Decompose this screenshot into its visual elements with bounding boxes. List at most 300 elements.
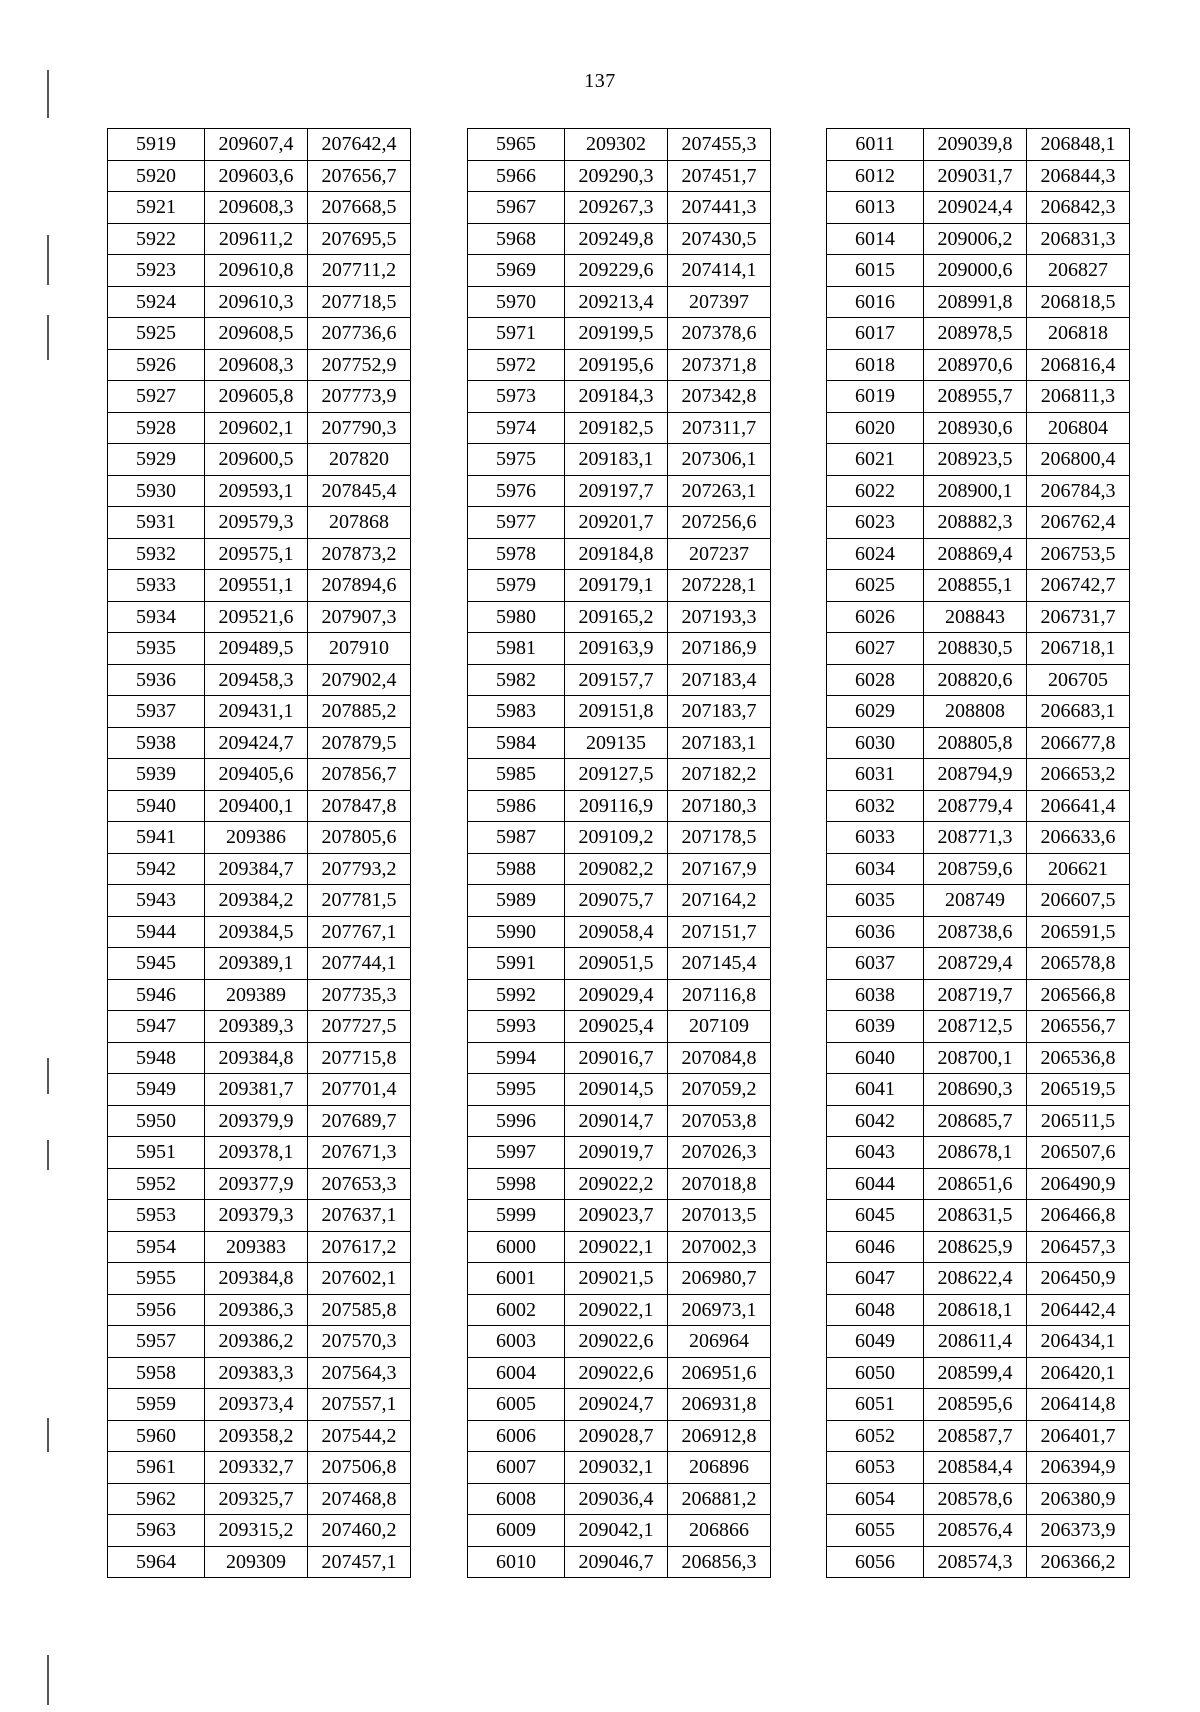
x-coordinate-cell: 209384,8 — [205, 1263, 308, 1295]
x-coordinate-cell: 208794,9 — [924, 759, 1027, 791]
table-row — [468, 853, 771, 885]
point-number-cell: 6003 — [468, 1326, 565, 1358]
table-row — [108, 255, 411, 287]
y-coordinate-cell: 207430,5 — [668, 223, 771, 255]
point-number-cell: 5975 — [468, 444, 565, 476]
x-coordinate-cell: 209022,2 — [565, 1168, 668, 1200]
point-number-cell: 5999 — [468, 1200, 565, 1232]
x-coordinate-cell: 209024,4 — [924, 192, 1027, 224]
y-coordinate-cell: 206519,5 — [1027, 1074, 1130, 1106]
x-coordinate-cell: 209309 — [205, 1546, 308, 1578]
point-number-cell: 6044 — [827, 1168, 924, 1200]
table-row — [468, 1452, 771, 1484]
x-coordinate-cell: 209405,6 — [205, 759, 308, 791]
y-coordinate-cell: 207653,3 — [308, 1168, 411, 1200]
table-row — [108, 1357, 411, 1389]
x-coordinate-cell: 209042,1 — [565, 1515, 668, 1547]
y-coordinate-cell: 207506,8 — [308, 1452, 411, 1484]
table-row — [468, 727, 771, 759]
table-row — [827, 129, 1130, 161]
table-row — [827, 664, 1130, 696]
point-number-cell: 6034 — [827, 853, 924, 885]
table-row — [827, 318, 1130, 350]
table-row — [468, 286, 771, 318]
y-coordinate-cell: 207116,8 — [668, 979, 771, 1011]
y-coordinate-cell: 206401,7 — [1027, 1420, 1130, 1452]
table-row — [827, 822, 1130, 854]
table-row — [468, 1011, 771, 1043]
y-coordinate-cell: 206511,5 — [1027, 1105, 1130, 1137]
point-number-cell: 5935 — [108, 633, 205, 665]
table-row — [468, 318, 771, 350]
x-coordinate-cell: 209605,8 — [205, 381, 308, 413]
table-row — [827, 1074, 1130, 1106]
point-number-cell: 6053 — [827, 1452, 924, 1484]
x-coordinate-cell: 209213,4 — [565, 286, 668, 318]
point-number-cell: 5919 — [108, 129, 205, 161]
x-coordinate-cell: 209400,1 — [205, 790, 308, 822]
scan-artifact-line — [47, 1655, 49, 1705]
table-row — [108, 1452, 411, 1484]
table-row — [827, 475, 1130, 507]
point-number-cell: 6054 — [827, 1483, 924, 1515]
scan-artifact-line — [47, 315, 49, 360]
y-coordinate-cell: 206804 — [1027, 412, 1130, 444]
table-row — [108, 1546, 411, 1578]
x-coordinate-cell: 209424,7 — [205, 727, 308, 759]
y-coordinate-cell: 207164,2 — [668, 885, 771, 917]
x-coordinate-cell: 209431,1 — [205, 696, 308, 728]
x-coordinate-cell: 209332,7 — [205, 1452, 308, 1484]
x-coordinate-cell: 208970,6 — [924, 349, 1027, 381]
y-coordinate-cell: 207564,3 — [308, 1357, 411, 1389]
x-coordinate-cell: 209249,8 — [565, 223, 668, 255]
point-number-cell: 5952 — [108, 1168, 205, 1200]
table-row — [827, 1231, 1130, 1263]
point-number-cell: 5943 — [108, 885, 205, 917]
point-number-cell: 5932 — [108, 538, 205, 570]
table-row — [108, 979, 411, 1011]
y-coordinate-cell: 207602,1 — [308, 1263, 411, 1295]
x-coordinate-cell: 208611,4 — [924, 1326, 1027, 1358]
point-number-cell: 5945 — [108, 948, 205, 980]
point-number-cell: 5937 — [108, 696, 205, 728]
y-coordinate-cell: 206380,9 — [1027, 1483, 1130, 1515]
y-coordinate-cell: 207727,5 — [308, 1011, 411, 1043]
x-coordinate-cell: 209021,5 — [565, 1263, 668, 1295]
y-coordinate-cell: 207457,1 — [308, 1546, 411, 1578]
y-coordinate-cell: 207371,8 — [668, 349, 771, 381]
y-coordinate-cell: 207668,5 — [308, 192, 411, 224]
table-row — [468, 1357, 771, 1389]
point-number-cell: 5986 — [468, 790, 565, 822]
y-coordinate-cell: 207793,2 — [308, 853, 411, 885]
y-coordinate-cell: 207167,9 — [668, 853, 771, 885]
point-number-cell: 6032 — [827, 790, 924, 822]
y-coordinate-cell: 206731,7 — [1027, 601, 1130, 633]
point-number-cell: 5942 — [108, 853, 205, 885]
y-coordinate-cell: 206842,3 — [1027, 192, 1130, 224]
x-coordinate-cell: 209379,9 — [205, 1105, 308, 1137]
point-number-cell: 5990 — [468, 916, 565, 948]
table-row — [827, 1137, 1130, 1169]
x-coordinate-cell: 209600,5 — [205, 444, 308, 476]
point-number-cell: 5950 — [108, 1105, 205, 1137]
x-coordinate-cell: 209607,4 — [205, 129, 308, 161]
y-coordinate-cell: 206753,5 — [1027, 538, 1130, 570]
point-number-cell: 5941 — [108, 822, 205, 854]
point-number-cell: 5966 — [468, 160, 565, 192]
y-coordinate-cell: 207767,1 — [308, 916, 411, 948]
point-number-cell: 5998 — [468, 1168, 565, 1200]
table-row — [108, 1483, 411, 1515]
y-coordinate-cell: 206831,3 — [1027, 223, 1130, 255]
y-coordinate-cell: 206633,6 — [1027, 822, 1130, 854]
point-number-cell: 5993 — [468, 1011, 565, 1043]
table-row — [108, 538, 411, 570]
table-row — [468, 1263, 771, 1295]
table-row — [468, 1074, 771, 1106]
table-row — [468, 475, 771, 507]
point-number-cell: 6027 — [827, 633, 924, 665]
x-coordinate-cell: 209036,4 — [565, 1483, 668, 1515]
point-number-cell: 5933 — [108, 570, 205, 602]
x-coordinate-cell: 208631,5 — [924, 1200, 1027, 1232]
point-number-cell: 6011 — [827, 129, 924, 161]
table-row — [468, 255, 771, 287]
table-row — [827, 759, 1130, 791]
y-coordinate-cell: 207455,3 — [668, 129, 771, 161]
table-row — [468, 1200, 771, 1232]
y-coordinate-cell: 206641,4 — [1027, 790, 1130, 822]
point-number-cell: 6036 — [827, 916, 924, 948]
x-coordinate-cell: 209058,4 — [565, 916, 668, 948]
x-coordinate-cell: 208599,4 — [924, 1357, 1027, 1389]
coordinate-table-2 — [467, 128, 771, 1578]
point-number-cell: 5972 — [468, 349, 565, 381]
x-coordinate-cell: 209022,6 — [565, 1326, 668, 1358]
point-number-cell: 6016 — [827, 286, 924, 318]
y-coordinate-cell: 207907,3 — [308, 601, 411, 633]
table-row — [108, 381, 411, 413]
point-number-cell: 6015 — [827, 255, 924, 287]
y-coordinate-cell: 207805,6 — [308, 822, 411, 854]
table-row — [468, 601, 771, 633]
y-coordinate-cell: 207256,6 — [668, 507, 771, 539]
y-coordinate-cell: 207790,3 — [308, 412, 411, 444]
y-coordinate-cell: 207460,2 — [308, 1515, 411, 1547]
table-row — [108, 948, 411, 980]
y-coordinate-cell: 207186,9 — [668, 633, 771, 665]
point-number-cell: 6017 — [827, 318, 924, 350]
point-number-cell: 6030 — [827, 727, 924, 759]
table-row — [468, 1546, 771, 1578]
point-number-cell: 5931 — [108, 507, 205, 539]
point-number-cell: 6046 — [827, 1231, 924, 1263]
x-coordinate-cell: 209109,2 — [565, 822, 668, 854]
y-coordinate-cell: 206466,8 — [1027, 1200, 1130, 1232]
point-number-cell: 5983 — [468, 696, 565, 728]
y-coordinate-cell: 206818,5 — [1027, 286, 1130, 318]
x-coordinate-cell: 208930,6 — [924, 412, 1027, 444]
x-coordinate-cell: 208685,7 — [924, 1105, 1027, 1137]
table-row — [108, 318, 411, 350]
y-coordinate-cell: 207910 — [308, 633, 411, 665]
x-coordinate-cell: 208882,3 — [924, 507, 1027, 539]
table-row — [108, 633, 411, 665]
table-row — [827, 570, 1130, 602]
point-number-cell: 6029 — [827, 696, 924, 728]
point-number-cell: 5960 — [108, 1420, 205, 1452]
x-coordinate-cell: 209608,5 — [205, 318, 308, 350]
table-row — [468, 349, 771, 381]
x-coordinate-cell: 209014,7 — [565, 1105, 668, 1137]
point-number-cell: 6028 — [827, 664, 924, 696]
y-coordinate-cell: 207183,1 — [668, 727, 771, 759]
x-coordinate-cell: 208690,3 — [924, 1074, 1027, 1106]
y-coordinate-cell: 206784,3 — [1027, 475, 1130, 507]
x-coordinate-cell: 208618,1 — [924, 1294, 1027, 1326]
y-coordinate-cell: 207180,3 — [668, 790, 771, 822]
x-coordinate-cell: 209075,7 — [565, 885, 668, 917]
table-row — [468, 885, 771, 917]
x-coordinate-cell: 209028,7 — [565, 1420, 668, 1452]
table-row — [468, 822, 771, 854]
y-coordinate-cell: 206442,4 — [1027, 1294, 1130, 1326]
point-number-cell: 6037 — [827, 948, 924, 980]
table-row — [108, 1105, 411, 1137]
table-row — [468, 979, 771, 1011]
x-coordinate-cell: 208779,4 — [924, 790, 1027, 822]
x-coordinate-cell: 209611,2 — [205, 223, 308, 255]
table-row — [827, 979, 1130, 1011]
x-coordinate-cell: 208587,7 — [924, 1420, 1027, 1452]
point-number-cell: 5992 — [468, 979, 565, 1011]
point-number-cell: 5970 — [468, 286, 565, 318]
x-coordinate-cell: 209014,5 — [565, 1074, 668, 1106]
x-coordinate-cell: 209383,3 — [205, 1357, 308, 1389]
table-row — [108, 1011, 411, 1043]
y-coordinate-cell: 207642,4 — [308, 129, 411, 161]
x-coordinate-cell: 209379,3 — [205, 1200, 308, 1232]
table-row — [468, 570, 771, 602]
point-number-cell: 6041 — [827, 1074, 924, 1106]
y-coordinate-cell: 207311,7 — [668, 412, 771, 444]
x-coordinate-cell: 208900,1 — [924, 475, 1027, 507]
y-coordinate-cell: 207744,1 — [308, 948, 411, 980]
point-number-cell: 5989 — [468, 885, 565, 917]
table-row — [468, 1168, 771, 1200]
y-coordinate-cell: 207183,7 — [668, 696, 771, 728]
y-coordinate-cell: 206457,3 — [1027, 1231, 1130, 1263]
coordinate-table-3 — [826, 128, 1130, 1578]
y-coordinate-cell: 206973,1 — [668, 1294, 771, 1326]
x-coordinate-cell: 208749 — [924, 885, 1027, 917]
point-number-cell: 6004 — [468, 1357, 565, 1389]
x-coordinate-cell: 208595,6 — [924, 1389, 1027, 1421]
y-coordinate-cell: 206621 — [1027, 853, 1130, 885]
x-coordinate-cell: 209610,3 — [205, 286, 308, 318]
y-coordinate-cell: 206951,6 — [668, 1357, 771, 1389]
table-row — [108, 790, 411, 822]
point-number-cell: 6023 — [827, 507, 924, 539]
x-coordinate-cell: 209384,8 — [205, 1042, 308, 1074]
y-coordinate-cell: 206366,2 — [1027, 1546, 1130, 1578]
x-coordinate-cell: 209358,2 — [205, 1420, 308, 1452]
table-row — [108, 664, 411, 696]
point-number-cell: 6007 — [468, 1452, 565, 1484]
table-row — [468, 538, 771, 570]
y-coordinate-cell: 206705 — [1027, 664, 1130, 696]
table-row — [827, 381, 1130, 413]
x-coordinate-cell: 209022,1 — [565, 1294, 668, 1326]
x-coordinate-cell: 209032,1 — [565, 1452, 668, 1484]
x-coordinate-cell: 208955,7 — [924, 381, 1027, 413]
x-coordinate-cell: 209165,2 — [565, 601, 668, 633]
table-row — [108, 916, 411, 948]
y-coordinate-cell: 206450,9 — [1027, 1263, 1130, 1295]
point-number-cell: 5985 — [468, 759, 565, 791]
x-coordinate-cell: 209229,6 — [565, 255, 668, 287]
x-coordinate-cell: 209378,1 — [205, 1137, 308, 1169]
table-row — [468, 192, 771, 224]
point-number-cell: 5977 — [468, 507, 565, 539]
point-number-cell: 6043 — [827, 1137, 924, 1169]
table-row — [827, 412, 1130, 444]
point-number-cell: 5930 — [108, 475, 205, 507]
y-coordinate-cell: 207053,8 — [668, 1105, 771, 1137]
point-number-cell: 5976 — [468, 475, 565, 507]
table-row — [108, 475, 411, 507]
point-number-cell: 6026 — [827, 601, 924, 633]
point-number-cell: 5987 — [468, 822, 565, 854]
y-coordinate-cell: 206507,6 — [1027, 1137, 1130, 1169]
table-row — [108, 1042, 411, 1074]
point-number-cell: 6012 — [827, 160, 924, 192]
scan-artifact-line — [47, 1418, 49, 1452]
y-coordinate-cell: 207145,4 — [668, 948, 771, 980]
table-row — [108, 1294, 411, 1326]
y-coordinate-cell: 207637,1 — [308, 1200, 411, 1232]
point-number-cell: 5964 — [108, 1546, 205, 1578]
point-number-cell: 5974 — [468, 412, 565, 444]
x-coordinate-cell: 209381,7 — [205, 1074, 308, 1106]
x-coordinate-cell: 208729,4 — [924, 948, 1027, 980]
y-coordinate-cell: 207689,7 — [308, 1105, 411, 1137]
table-row — [108, 1326, 411, 1358]
x-coordinate-cell: 209315,2 — [205, 1515, 308, 1547]
table-row — [108, 1231, 411, 1263]
point-number-cell: 5979 — [468, 570, 565, 602]
point-number-cell: 6022 — [827, 475, 924, 507]
point-number-cell: 5969 — [468, 255, 565, 287]
point-number-cell: 5939 — [108, 759, 205, 791]
y-coordinate-cell: 207735,3 — [308, 979, 411, 1011]
x-coordinate-cell: 209039,8 — [924, 129, 1027, 161]
point-number-cell: 5921 — [108, 192, 205, 224]
y-coordinate-cell: 207718,5 — [308, 286, 411, 318]
table-row — [108, 1420, 411, 1452]
x-coordinate-cell: 208584,4 — [924, 1452, 1027, 1484]
x-coordinate-cell: 209610,8 — [205, 255, 308, 287]
x-coordinate-cell: 209135 — [565, 727, 668, 759]
y-coordinate-cell: 207451,7 — [668, 160, 771, 192]
y-coordinate-cell: 206683,1 — [1027, 696, 1130, 728]
point-number-cell: 6019 — [827, 381, 924, 413]
table-row — [827, 1389, 1130, 1421]
table-row — [468, 160, 771, 192]
y-coordinate-cell: 207820 — [308, 444, 411, 476]
x-coordinate-cell: 209377,9 — [205, 1168, 308, 1200]
point-number-cell: 5923 — [108, 255, 205, 287]
point-number-cell: 6024 — [827, 538, 924, 570]
point-number-cell: 5971 — [468, 318, 565, 350]
point-number-cell: 5965 — [468, 129, 565, 161]
point-number-cell: 6010 — [468, 1546, 565, 1578]
y-coordinate-cell: 207715,8 — [308, 1042, 411, 1074]
point-number-cell: 5997 — [468, 1137, 565, 1169]
x-coordinate-cell: 209551,1 — [205, 570, 308, 602]
x-coordinate-cell: 208978,5 — [924, 318, 1027, 350]
table-row — [108, 601, 411, 633]
point-number-cell: 5920 — [108, 160, 205, 192]
y-coordinate-cell: 207002,3 — [668, 1231, 771, 1263]
table-row — [468, 948, 771, 980]
y-coordinate-cell: 206718,1 — [1027, 633, 1130, 665]
y-coordinate-cell: 207306,1 — [668, 444, 771, 476]
y-coordinate-cell: 206414,8 — [1027, 1389, 1130, 1421]
x-coordinate-cell: 208622,4 — [924, 1263, 1027, 1295]
y-coordinate-cell: 207856,7 — [308, 759, 411, 791]
x-coordinate-cell: 209184,8 — [565, 538, 668, 570]
y-coordinate-cell: 206866 — [668, 1515, 771, 1547]
x-coordinate-cell: 209386 — [205, 822, 308, 854]
point-number-cell: 6020 — [827, 412, 924, 444]
y-coordinate-cell: 207781,5 — [308, 885, 411, 917]
y-coordinate-cell: 207084,8 — [668, 1042, 771, 1074]
table-row — [468, 223, 771, 255]
table-row — [827, 633, 1130, 665]
table-row — [108, 885, 411, 917]
point-number-cell: 5967 — [468, 192, 565, 224]
point-number-cell: 6033 — [827, 822, 924, 854]
table-row — [827, 948, 1130, 980]
point-number-cell: 5926 — [108, 349, 205, 381]
table-row — [108, 1389, 411, 1421]
point-number-cell: 5994 — [468, 1042, 565, 1074]
point-number-cell: 5968 — [468, 223, 565, 255]
table-row — [827, 1483, 1130, 1515]
y-coordinate-cell: 207109 — [668, 1011, 771, 1043]
table-row — [108, 192, 411, 224]
table-row — [468, 633, 771, 665]
table-row — [827, 885, 1130, 917]
table-row — [108, 444, 411, 476]
point-number-cell: 6051 — [827, 1389, 924, 1421]
point-number-cell: 6009 — [468, 1515, 565, 1547]
x-coordinate-cell: 208820,6 — [924, 664, 1027, 696]
x-coordinate-cell: 209019,7 — [565, 1137, 668, 1169]
table-row — [468, 412, 771, 444]
x-coordinate-cell: 208574,3 — [924, 1546, 1027, 1578]
point-number-cell: 5988 — [468, 853, 565, 885]
x-coordinate-cell: 209603,6 — [205, 160, 308, 192]
table-row — [827, 916, 1130, 948]
y-coordinate-cell: 206844,3 — [1027, 160, 1130, 192]
point-number-cell: 5956 — [108, 1294, 205, 1326]
y-coordinate-cell: 207026,3 — [668, 1137, 771, 1169]
point-number-cell: 6050 — [827, 1357, 924, 1389]
